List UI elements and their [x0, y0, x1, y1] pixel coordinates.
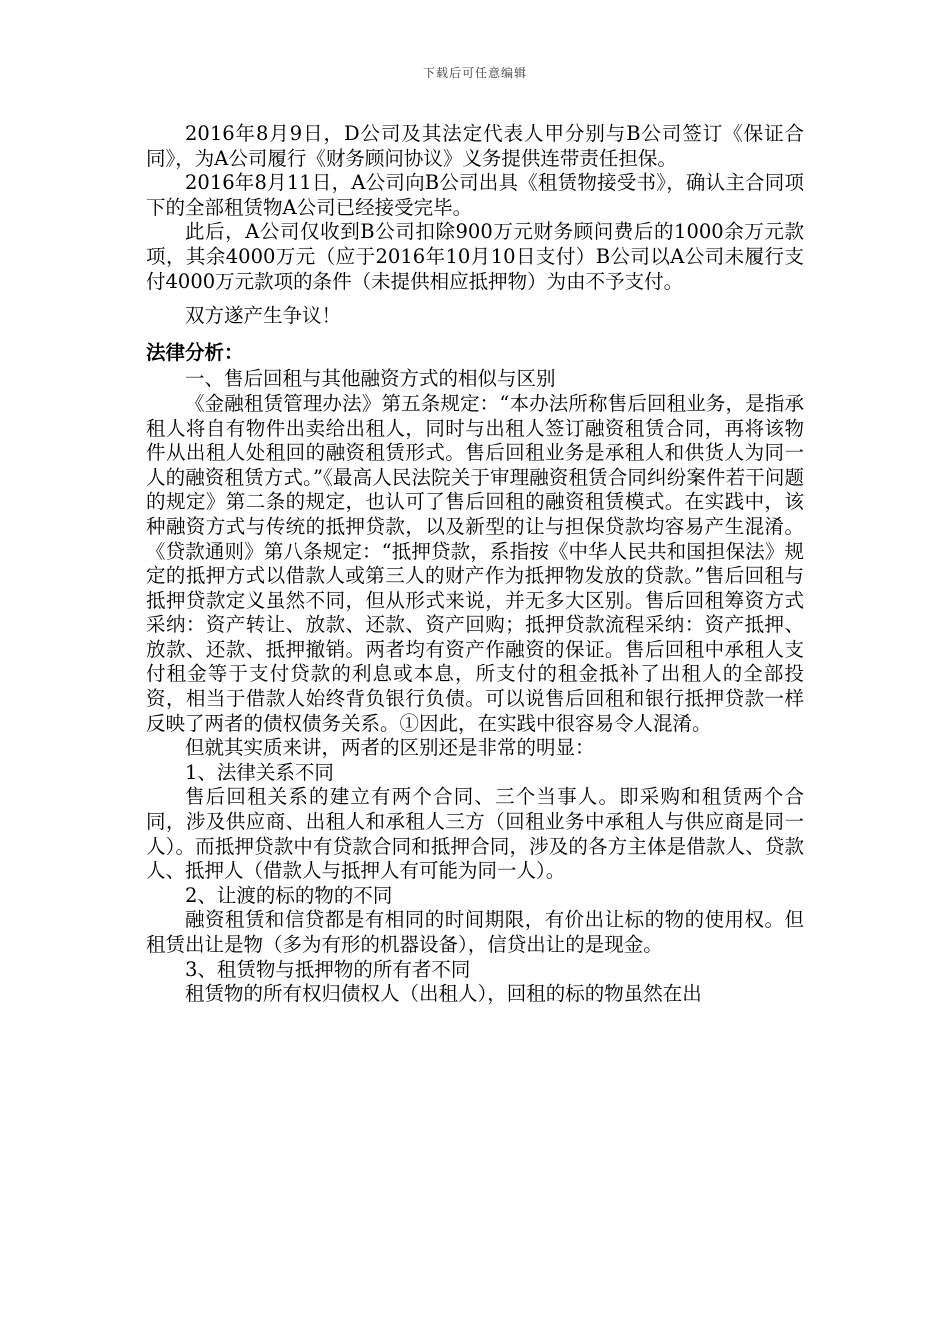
- point-3-text: 租赁物的所有权归债权人（出租人），回租的标的物虽然在出: [185, 982, 702, 1006]
- paragraph-dispute: 双方遂产生争议！: [185, 304, 342, 328]
- section-heading: 法律分析：: [146, 340, 244, 364]
- header-note: 下载后可任意编辑: [422, 66, 527, 80]
- point-2-text: 融资租赁和信贷都是有相同的时间期限，有价出让标的物的使用权。但租赁出让是物（多为有形的机器设备），信贷出让的是现金。: [146, 908, 804, 956]
- subheading-1: 一、售后回租与其他融资方式的相似与区别: [185, 367, 556, 391]
- paragraph-analysis: 《金融租赁管理办法》第五条规定：“本办法所称售后回租业务，是指承租人将自有物件出卖给出租人，同时与出租人签订融资租赁合同，再将该物件从出租人处租回的融资租赁形式。售后回租业务是承租人和供货人为同一人的融资租赁方式。”《最高人民法院关于审理融资租赁合同纠纷案件若干问题的规定》第二条的规定，也认可了售后回租的融资租赁模式。在实践中，该种融资方式与传统的抵押贷款，以及新型的让与担保贷款均容易产生混淆。《贷款通则》第八条规定：“抵押贷款，系指按《中华人民共和国担保法》规定的抵押方式以借款人或第三人的财产作为抵押物发放的贷款。”售后回租与抵押贷款定义虽然不同，但从形式来说，并无多大区别。售后回租筹资方式采纳：资产转让、放款、还款、资产回购；抵押贷款流程采纳：资产抵押、放款、还款、抵押撤销。两者均有资产作融资的保证。售后回租中承租人支付租金等于支付贷款的利息或本息，所支付的租金抵补了出租人的全部投资，相当于借款人始终背负银行负债。可以说售后回租和银行抵押贷款一样反映了两者的债权债务关系。①因此，在实践中很容易令人混淆。: [146, 391, 804, 735]
- paragraph-difference: 但就其实质来讲，两者的区别还是非常的明显：: [185, 736, 595, 760]
- point-1-title: 1、法律关系不同: [185, 760, 334, 784]
- paragraph-payment: 此后，A公司仅收到B公司扣除900万元财务顾问费后的1000余万元款项，其余4000万元（应于2016年10月10日支付）B公司以A公司未履行支付4000万元款项的条件（未提供相应抵押物）为由不予支付。: [146, 220, 804, 293]
- point-2-title: 2、让渡的标的物的不同: [185, 883, 393, 907]
- point-1-text: 售后回租关系的建立有两个合同、三个当事人。即采购和租赁两个合同，涉及供应商、出租人和承租人三方（回租业务中承租人与供应商是同一人）。而抵押贷款中有贷款合同和抵押合同，涉及的各方主体是借款人、贷款人、抵押人（借款人与抵押人有可能为同一人）。: [146, 785, 804, 883]
- document-body: [146, 122, 804, 1007]
- point-3-title: 3、租赁物与抵押物的所有者不同: [185, 957, 471, 981]
- paragraph-acceptance: 2016年8月11日，A公司向B公司出具《租赁物接受书》，确认主合同项下的全部租赁物A公司已经接受完毕。: [146, 171, 804, 219]
- paragraph-guarantee: 2016年8月9日，D公司及其法定代表人甲分别与B公司签订《保证合同》，为A公司履行《财务顾问协议》义务提供连带责任担保。: [146, 122, 804, 170]
